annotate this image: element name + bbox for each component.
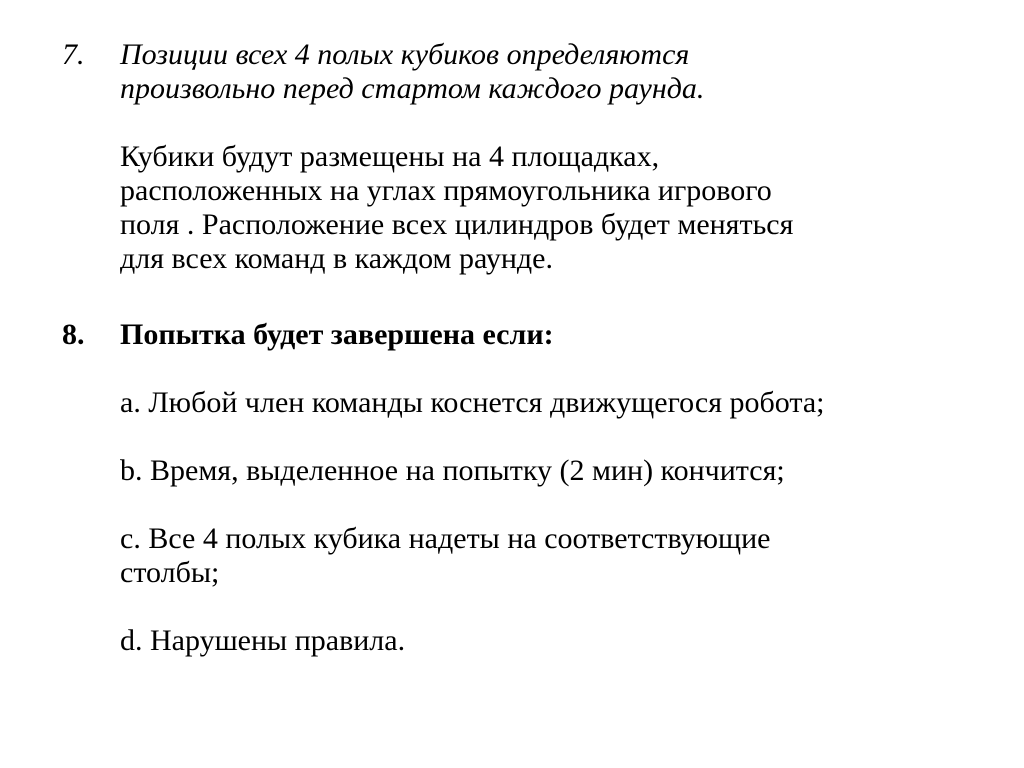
item-body xyxy=(120,38,980,276)
item-line: Кубики будут размещены на 4 площадках, xyxy=(120,140,660,173)
sub-item-c-continued: столбы; xyxy=(120,556,220,589)
item-body xyxy=(120,318,980,658)
item-number: 8. xyxy=(62,318,85,351)
item-heading: Попытка будет завершена если: xyxy=(120,318,554,351)
sub-item-b: b. Время, выделенное на попытку (2 мин) кончится; xyxy=(120,454,785,487)
item-line: для всех команд в каждом раунде. xyxy=(120,242,553,275)
sub-item-c: c. Все 4 полых кубика надеты на соответствующие xyxy=(120,522,771,555)
item-line: поля . Расположение всех цилиндров будет меняться xyxy=(120,208,794,241)
item-line: произвольно перед стартом каждого раунда. xyxy=(120,72,705,105)
sub-item-a: a. Любой член команды коснется движущегося робота; xyxy=(120,386,825,419)
item-line: расположенных на углах прямоугольника игрового xyxy=(120,174,772,207)
item-number: 7. xyxy=(62,38,85,71)
item-line: Позиции всех 4 полых кубиков определяются xyxy=(120,38,690,71)
sub-item-d: d. Нарушены правила. xyxy=(120,624,406,657)
